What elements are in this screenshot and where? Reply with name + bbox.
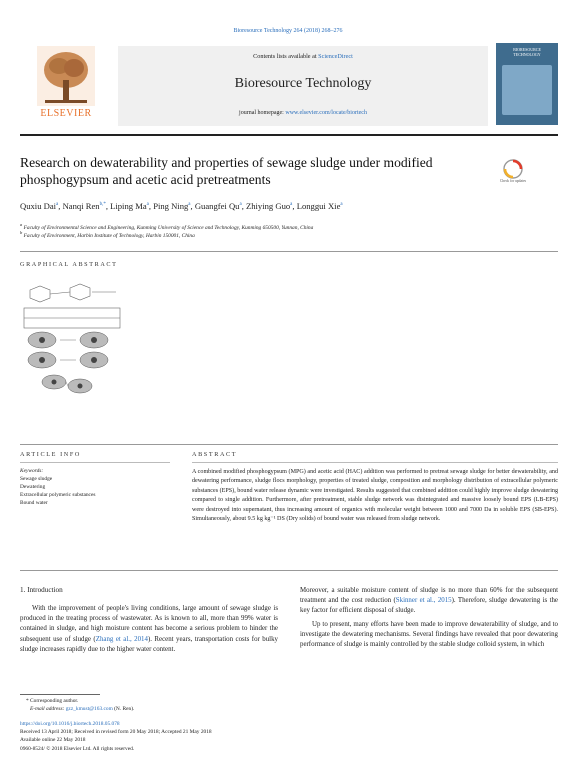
- keywords-label: Keywords:: [20, 468, 44, 474]
- article-title: Research on dewaterability and properties of sewage sludge under modified phosphogypsum and acetic acid pretreatments: [20, 155, 433, 187]
- journal-homepage: [118, 110, 488, 116]
- sciencedirect-link[interactable]: ScienceDirect: [318, 53, 353, 60]
- abstract-body: A combined modified phosphogypsum (MPG) and acetic acid (HAC) addition was performed to pretreat sewage sludge for better dewaterability, and dewatering performance, sludge flocs morphology, properties of treated sludge, composition and morphology distribution of extracellular polymeric substances (EPS), bound water release dynamic were investigated. Results suggested that combined addition could highly improve sludge dewatering compared to single addition. Furthermore, after pretreatment, stable sludge network was disintegrated and massive loosely bound EPS (LB-EPS) were destroyed into supernatant, thus increasing amount of organics with molecular weight between 1000 and 7000 Da in soluble EPS (SB-EPS). Simultaneously, about 9.5 kg kg⁻¹ DS (Dry solids) of bound water was released from sludge network.: [192, 469, 558, 523]
- paragraph-text: Moreover, a suitable moisture content of sludge is no more than 60% for the subsequent treatment and the cost reduction (: [300, 587, 558, 605]
- affiliation-sup: b: [20, 230, 23, 235]
- cover-title: BIORESOURCE TECHNOLOGY: [513, 47, 541, 57]
- affiliation-text: Faculty of Environment, Harbin Institute of Technology, Harbin 150001, China: [23, 232, 195, 239]
- graphical-abstract-figure: [20, 282, 124, 410]
- affiliation-b: [20, 230, 195, 239]
- elsevier-tree-icon: [37, 46, 95, 106]
- keyword-item: Bound water: [20, 500, 48, 506]
- abstract-rule: [192, 462, 558, 463]
- intro-paragraph: [300, 586, 558, 617]
- graphical-abstract-heading: GRAPHICAL ABSTRACT: [20, 261, 118, 268]
- author-name[interactable]: Nanqi Ren: [62, 201, 100, 211]
- journal-cover-image: [496, 43, 558, 125]
- email-label: E-mail address:: [30, 706, 66, 712]
- cover-artwork: [502, 65, 552, 115]
- received-dates: Received 13 April 2018; Received in revised form 20 May 2018; Accepted 21 May 2018: [20, 729, 212, 735]
- section-rule: [20, 251, 558, 252]
- contents-prefix: Contents lists available at: [253, 53, 319, 60]
- email-suffix: (N. Ren).: [112, 706, 135, 712]
- author-affiliation-sup[interactable]: a: [188, 202, 191, 208]
- citation-link[interactable]: Zhang et al., 2014: [95, 635, 148, 643]
- online-date: Available online 22 May 2018: [20, 737, 86, 743]
- author-affiliation-sup[interactable]: a: [56, 202, 59, 208]
- author-name[interactable]: Guangfei Qu: [194, 201, 240, 211]
- author-affiliation-sup[interactable]: a: [146, 202, 149, 208]
- intro-paragraph: Up to present, many efforts have been made to improve dewaterability of sludge, and to investigate the dewatering mechanisms. Several findings have revealed that poor dewatering performance of sludge is mainly controlled by the stable sludge colloid system, in which: [300, 620, 558, 649]
- intro-left-column: [20, 604, 278, 655]
- author-name[interactable]: Ping Ning: [153, 201, 189, 211]
- check-updates-label: Check for updates: [499, 179, 527, 183]
- affiliation-text: Faculty of Environmental Science and Engineering, Kunming University of Science and Technology, Kunming 650500, Yunnan, China: [23, 224, 314, 231]
- keyword-item: Extracellular polymeric substances: [20, 492, 96, 498]
- author-affiliation-sup[interactable]: a: [239, 202, 242, 208]
- author-affiliation-sup[interactable]: a: [340, 202, 343, 208]
- paragraph-text: With the improvement of people's living conditions, large amount of sewage sludge is produced in the treating process of wastewater. As is known to all, more than 99% water is contained in sludge, and high moisture content has become a serious problem to hinder the subsequent use of sludge (: [20, 605, 278, 643]
- abstract-heading: ABSTRACT: [192, 451, 238, 458]
- doi-link[interactable]: https://doi.org/10.1016/j.biortech.2018.05.078: [20, 721, 120, 727]
- intro-paragraph: [20, 604, 278, 655]
- copyright-notice: 0960-8524/ © 2018 Elsevier Ltd. All rights reserved.: [20, 746, 135, 752]
- introduction-heading: 1. Introduction: [20, 586, 63, 594]
- contents-line: [118, 53, 488, 60]
- author-name[interactable]: Zhiying Guo: [246, 201, 291, 211]
- citation-link[interactable]: Skinner et al., 2015: [395, 597, 452, 605]
- keyword-item: Dewatering: [20, 484, 46, 490]
- homepage-prefix: journal homepage:: [239, 110, 286, 116]
- author-list: Quxiu Dai$^a$, Nanqi Ren$^{b,*}$, Liping Ma$^a$, Ping Ning$^a$, Guangfei Qu$^a$, Zhiying Guo$^a$, Longgui Xie$^a$: [20, 201, 343, 211]
- elsevier-wordmark: ELSEVIER: [40, 108, 92, 119]
- article-info-rule: [20, 462, 170, 463]
- article-info-heading: ARTICLE INFO: [20, 451, 81, 458]
- author-name[interactable]: Liping Ma: [110, 201, 147, 211]
- paragraph-text: ). Recent years, transportation costs for bulky sludge increases rapidly due to the higher water content.: [20, 635, 278, 653]
- paragraph-text: ). Therefore, sludge dewatering is the key factor for efficient disposal of sludge.: [300, 597, 558, 615]
- intro-right-column: [300, 586, 558, 650]
- author-affiliation-sup[interactable]: a: [290, 202, 293, 208]
- journal-citation[interactable]: Bioresource Technology 264 (2018) 268–276: [233, 28, 343, 34]
- author-name[interactable]: Quxiu Dai: [20, 201, 57, 211]
- journal-name: Bioresource Technology: [234, 76, 372, 91]
- section-rule: [20, 444, 558, 445]
- author-affiliation-sup[interactable]: b,*: [99, 202, 106, 208]
- keyword-item: Sewage sludge: [20, 476, 53, 482]
- corresponding-text: Corresponding author.: [30, 698, 79, 704]
- email-link[interactable]: gzz_kmust@163.com: [65, 706, 113, 712]
- homepage-link[interactable]: www.elsevier.com/locate/biortech: [285, 110, 367, 116]
- elsevier-logo: [20, 46, 112, 126]
- check-updates-icon: [500, 158, 526, 190]
- masthead-rule: [20, 134, 558, 136]
- affiliation-sup: a: [20, 222, 23, 227]
- author-name[interactable]: Longgui Xie: [296, 201, 341, 211]
- corresponding-author-note: * Corresponding author.: [26, 698, 79, 704]
- section-rule: [20, 570, 558, 571]
- check-for-updates-badge[interactable]: [500, 158, 526, 190]
- email-note: [30, 706, 134, 712]
- footnote-rule: [20, 694, 100, 695]
